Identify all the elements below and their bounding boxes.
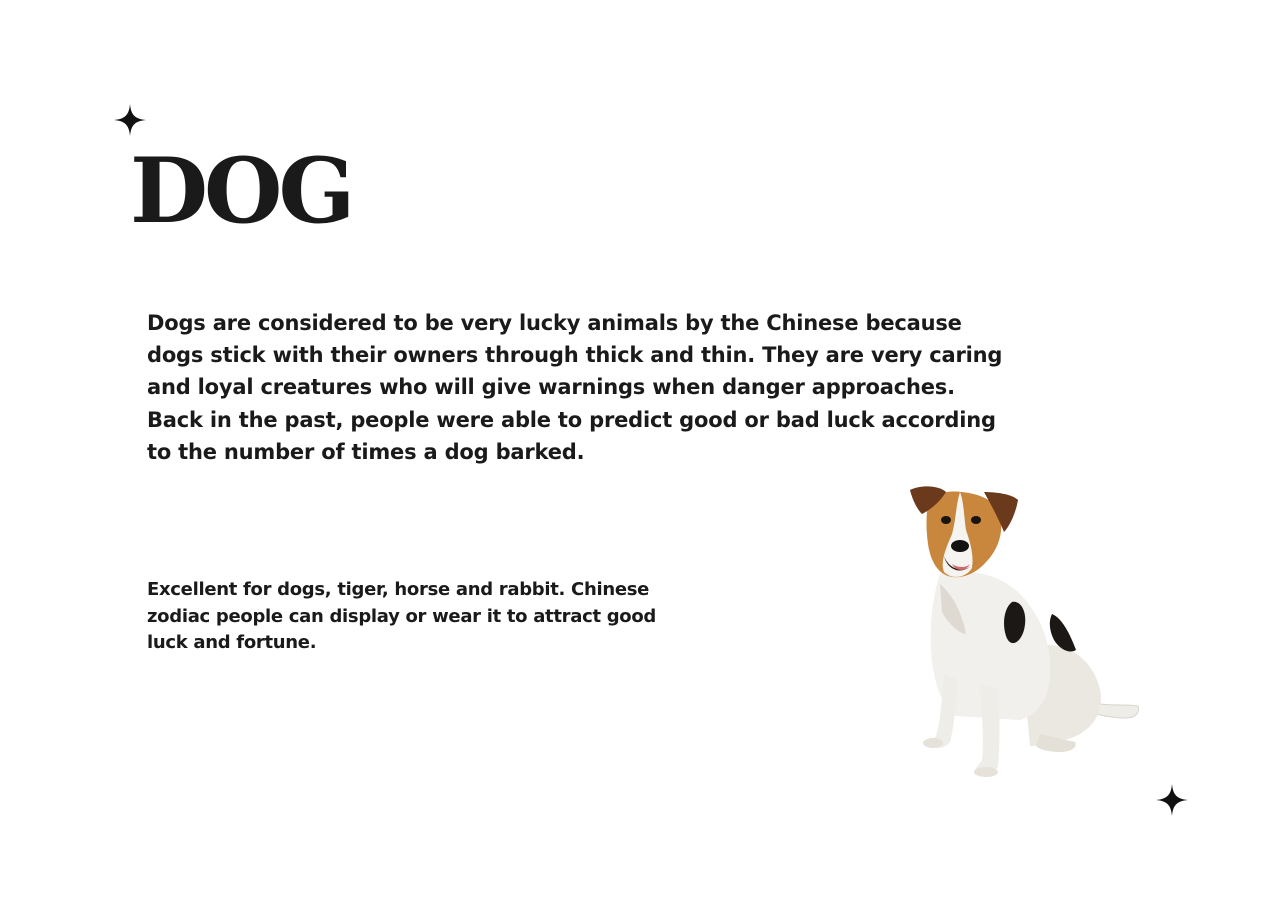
page-title: DOG bbox=[130, 138, 352, 244]
four-point-star-icon bbox=[1156, 784, 1188, 816]
main-paragraph: Dogs are considered to be very lucky animals by the Chinese because dogs stick with their owners through thick and thin. They are very caring and loyal creatures who will give warnings when danger approaches. Back in the past, people were able to predict good or bad luck according to the number of times a dog barked. bbox=[147, 311, 1003, 464]
four-point-star-icon bbox=[114, 104, 146, 136]
secondary-paragraph: Excellent for dogs, tiger, horse and rabbit. Chinese zodiac people can display or wear it to attract good luck and fortune. bbox=[147, 579, 657, 653]
dog-image bbox=[900, 484, 1150, 780]
